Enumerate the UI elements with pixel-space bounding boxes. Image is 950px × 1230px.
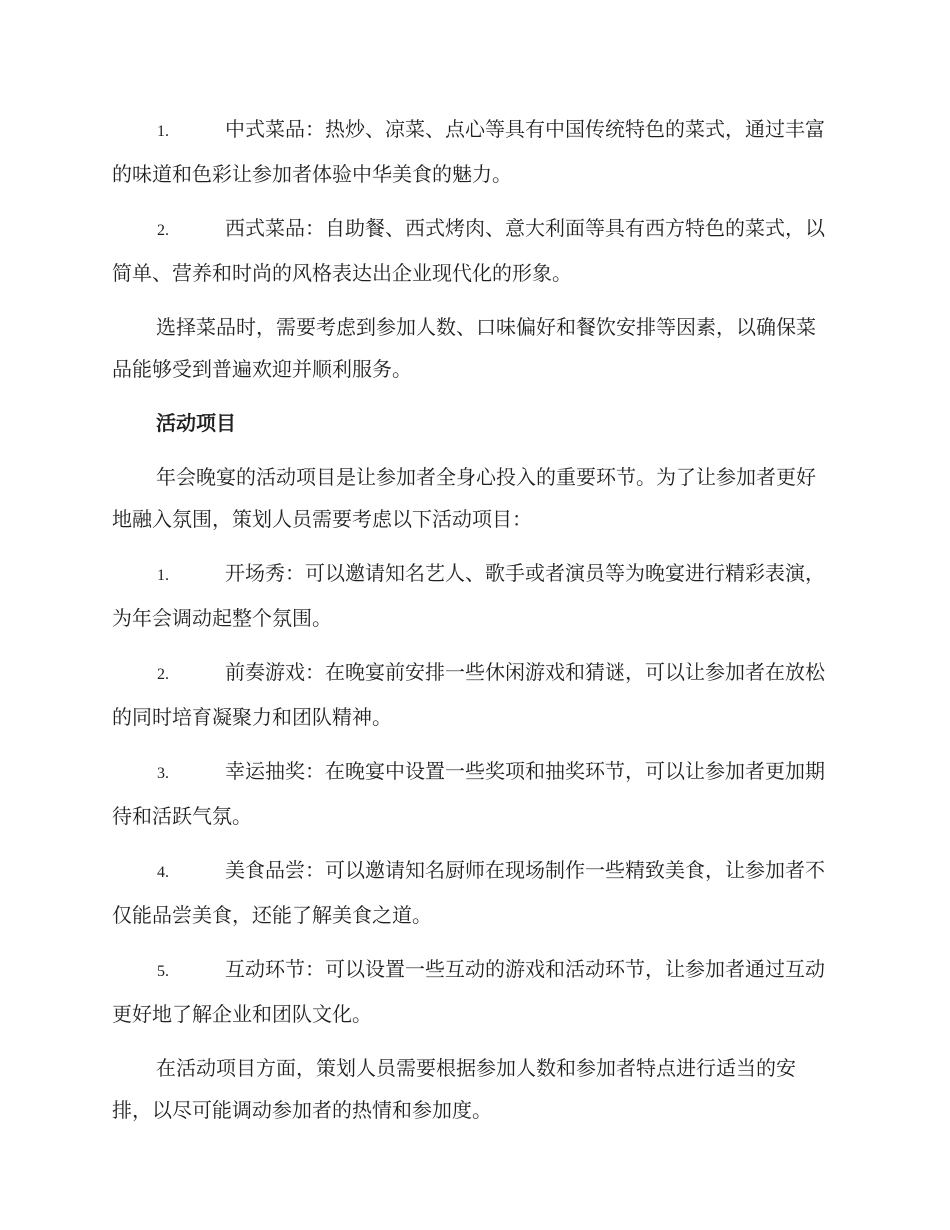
list-number: 2. [157,222,169,239]
menu-note-paragraph: 选择菜品时，需要考虑到参加人数、口味偏好和餐饮安排等因素，以确保菜品能够受到普遍欢迎并顺利服务。 [112,315,816,381]
activity-list-item-2 [112,651,834,738]
list-item-text: 中式菜品：热炒、凉菜、点心等具有中国传统特色的菜式，通过丰富的味道和色彩让参加者体验中华美食的魅力。 [112,117,825,186]
list-number: 1. [157,123,169,140]
list-number: 1. [157,567,169,584]
activity-list-item-3 [112,750,834,837]
document-body [112,108,834,1131]
section-heading-activities: 活动项目 [156,411,236,435]
list-item-text: 互动环节：可以设置一些互动的游戏和活动环节，让参加者通过互动更好地了解企业和团队文化。 [112,957,825,1026]
list-number: 2. [157,666,169,683]
list-number: 3. [157,765,169,782]
menu-list-item-1 [112,108,834,195]
list-number: 4. [157,864,169,881]
list-item-text: 幸运抽奖：在晚宴中设置一些奖项和抽奖环节，可以让参加者更加期待和活跃气氛。 [112,759,825,828]
list-item-text: 开场秀：可以邀请知名艺人、歌手或者演员等为晚宴进行精彩表演，为年会调动起整个氛围。 [112,561,825,630]
activity-note-paragraph: 在活动项目方面，策划人员需要根据参加人数和参加者特点进行适当的安排，以尽可能调动参加者的热情和参加度。 [112,1056,796,1122]
list-item-text: 西式菜品：自助餐、西式烤肉、意大利面等具有西方特色的菜式，以简单、营养和时尚的风格表达出企业现代化的形象。 [112,216,825,285]
list-item-text: 前奏游戏：在晚宴前安排一些休闲游戏和猜谜，可以让参加者在放松的同时培育凝聚力和团队精神。 [112,660,825,729]
activity-list-item-1 [112,552,834,639]
list-item-text: 美食品尝：可以邀请知名厨师在现场制作一些精致美食，让参加者不仅能品尝美食，还能了解美食之道。 [112,858,825,927]
activity-list-item-5 [112,948,834,1035]
list-number: 5. [157,963,169,980]
activity-intro-paragraph: 年会晚宴的活动项目是让参加者全身心投入的重要环节。为了让参加者更好地融入氛围，策划人员需要考虑以下活动项目： [112,465,816,531]
menu-list-item-2 [112,207,834,294]
activity-list-item-4 [112,849,834,936]
